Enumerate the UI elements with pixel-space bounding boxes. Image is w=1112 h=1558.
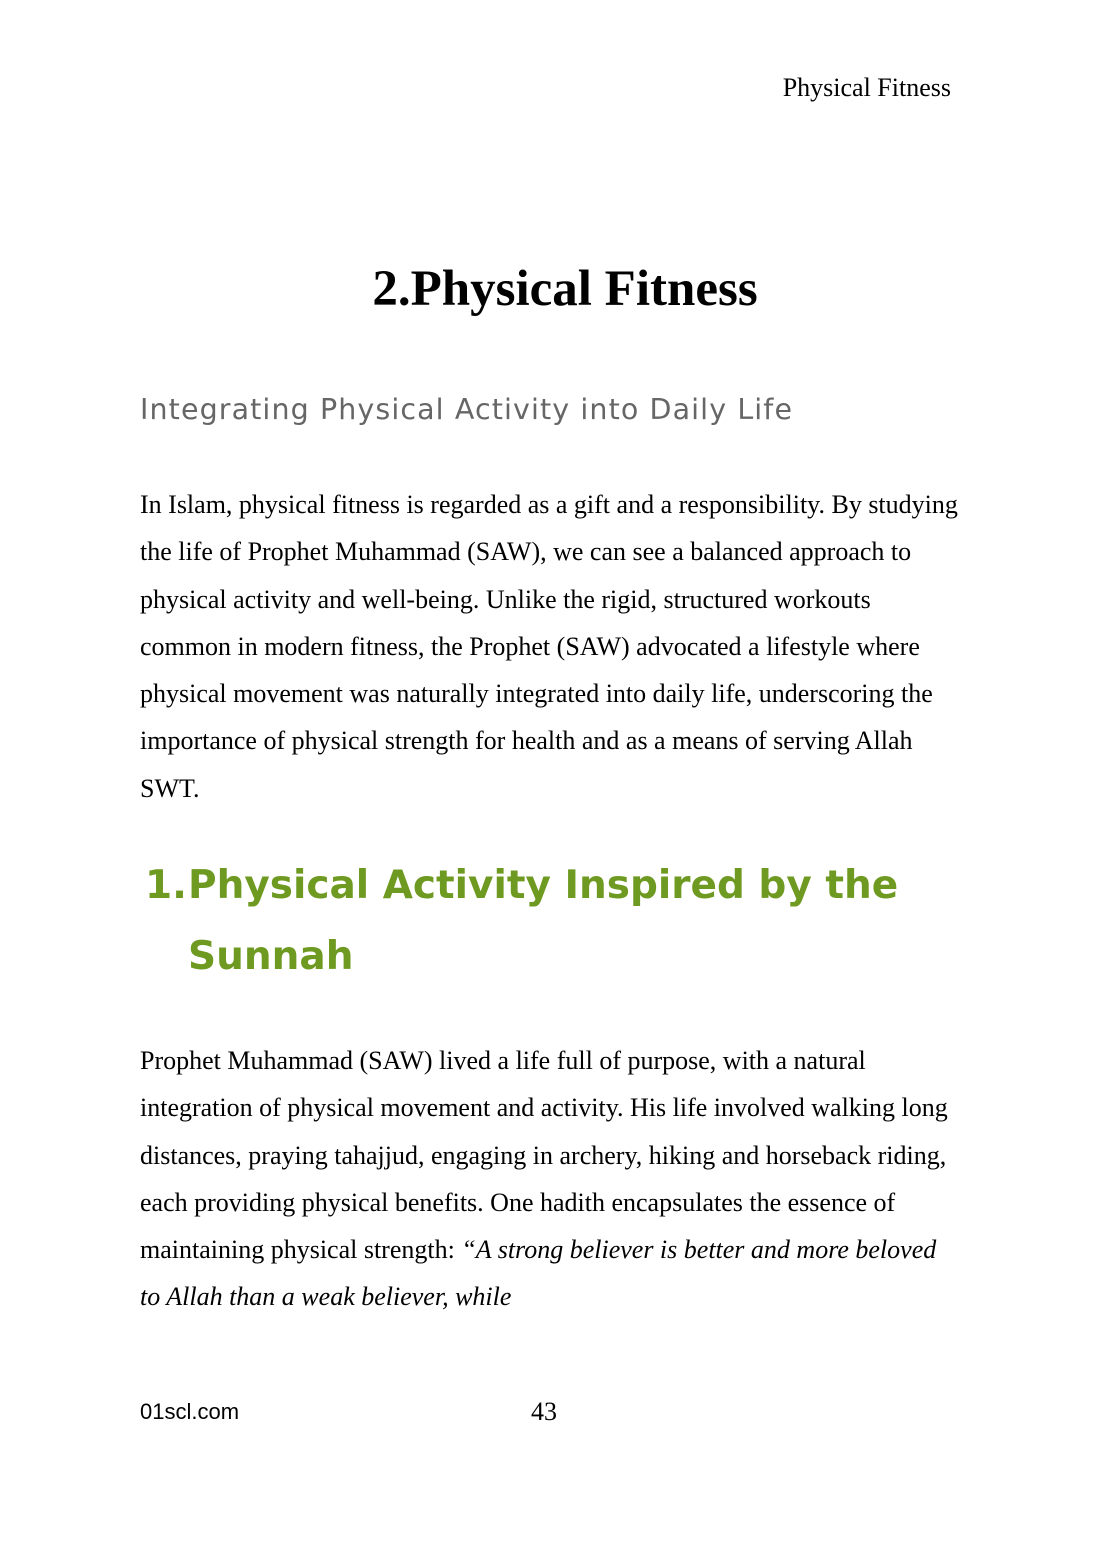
footer-site: 01scl.com — [140, 1399, 240, 1424]
running-header: Physical Fitness — [782, 73, 951, 102]
intro-paragraph: In Islam, physical fitness is regarded as a gift and a responsibility. By studying the life of Prophet Muhammad (SAW), we can see a balanced approach to physical activity and well-being. Unlike the rigid, structured workouts common in modern fitness, the Prophet (SAW) advocated a lifestyle where physical movement was naturally integrated into daily life, underscoring the importance of physical strength for health and as a means of serving Allah SWT. — [140, 490, 958, 803]
sunnah-paragraph — [140, 1037, 960, 1321]
subsection-heading — [145, 850, 905, 992]
section-subheading: Integrating Physical Activity into Daily Life — [140, 393, 794, 426]
page-number: 43 — [531, 1397, 557, 1426]
sunnah-paragraph-text: Prophet Muhammad (SAW) lived a life full of purpose, with a natural integration of physical movement and activity. His life involved walking long distances, praying tahajjud, engaging in archery, hiking and horseback riding, each providing physical benefits. One hadith encapsulates the essence of maintaining physical strength: — [140, 1046, 948, 1265]
subsection-number: 1. — [145, 863, 187, 908]
hadith-quote: “A strong believer is better and more beloved to Allah than a weak believer, while — [140, 1235, 937, 1312]
subsection-title: Physical Activity Inspired by the Sunnah — [188, 863, 899, 979]
chapter-title: 2.Physical Fitness — [372, 261, 758, 317]
